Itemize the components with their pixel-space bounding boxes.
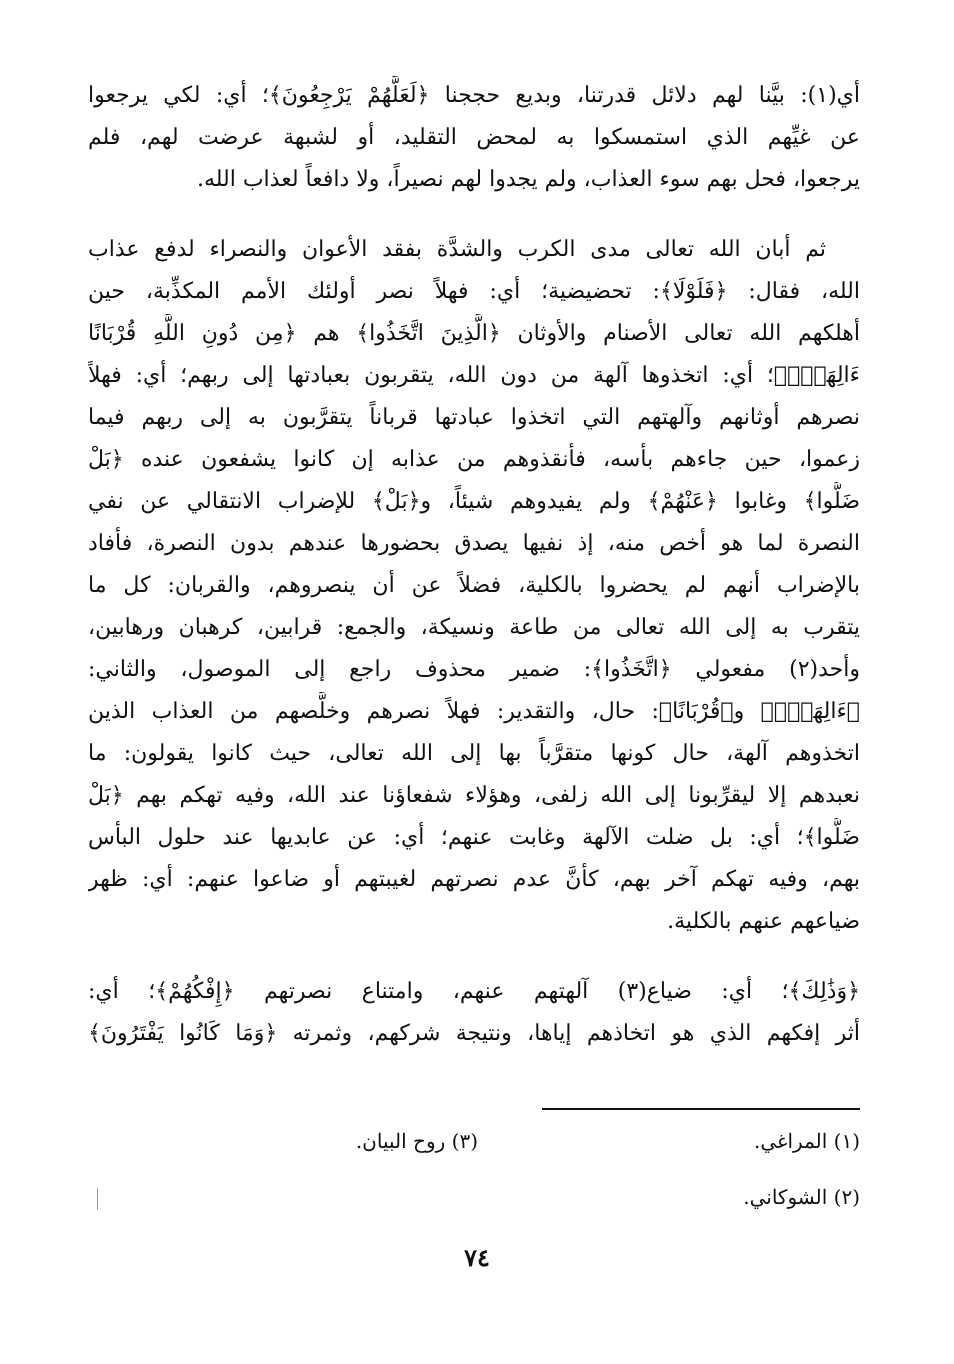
text-line: نعبدهم إلا ليقرِّبونا إلى الله زلفى، وهؤلاء شفعاؤنا عند الله، وفيه تهكم بهم ﴿بَلْ (88, 783, 860, 808)
text-line: يتقرب به إلى الله تعالى من طاعة ونسيكة، والجمع: قرابين، كرهبان ورهابين، (88, 615, 860, 640)
text-line: ءَالِهَةَۢ﴾؛ أي: اتخذوها آلهة من دون الله، يتقربون بعبادتها إلى ربهم؛ أي: فهلاً (88, 363, 860, 388)
text-line: يرجعوا، فحل بهم سوء العذاب، ولم يجدوا لهم نصيراً، ولا دافعاً لعذاب الله. (196, 167, 860, 192)
text-line: وأحد(٢) مفعولي ﴿اتَّخَذُوا﴾: ضمير محذوف راجع إلى الموصول، والثاني: (88, 657, 860, 682)
text-line: بهم، وفيه تهكم آخر بهم، كأنَّ عدم نصرتهم لغيبتهم أو ضاعوا عنهم: أي: ظهر (88, 867, 860, 892)
page-number: ٧٤ (464, 1243, 490, 1272)
text-line: النصرة لما هو أخص منه، إذ نفيها يصدق بحضورها عندهم بدون النصرة، فأفاد (88, 531, 860, 556)
text-line: أثر إفكهم الذي هو اتخاذهم إياها، ونتيجة شركهم، وثمرته ﴿وَمَا كَانُوا يَفْتَرُونَ﴾ (88, 1021, 860, 1046)
text-line: اتخذوهم آلهة، حال كونها متقرَّباً بها إلى الله تعالى، حيث كانوا يقولون: ما (88, 741, 860, 766)
text-line: أهلكهم الله تعالى الأصنام والأوثان ﴿الَّذِينَ اتَّخَذُوا﴾ هم ﴿مِن دُونِ اللَّهِ قُرْبَانًا (88, 321, 860, 346)
text-line: ضَلُّوا﴾ وغابوا ﴿عَنْهُمْ﴾ ولم يفيدوهم شيئاً، و﴿بَلْ﴾ للإضراب الانتقالي عن نفي (88, 489, 860, 514)
text-line: ثم أبان الله تعالى مدى الكرب والشدَّة بفقد الأعوان والنصراء لدفع عذاب (88, 237, 826, 262)
footnote-3: (٣) روح البيان. (355, 1129, 478, 1153)
text-line: ضياعهم عنهم بالكلية. (667, 909, 860, 934)
text-line: زعموا، حين جاءهم بأسه، فأنقذوهم من عذابه إن كانوا يشفعون عنده ﴿بَلْ (88, 447, 860, 472)
footnote-1: (١) المراغي. (753, 1129, 860, 1153)
text-line: الله، فقال: ﴿فَلَوْلَا﴾: تحضيضية؛ أي: فهلاً نصر أولئك الأمم المكذِّبة، حين (88, 279, 860, 304)
text-line: ﴿وَذَٰلِكَ﴾؛ أي: ضياع(٣) آلهتهم عنهم، وامتناع نصرتهم ﴿إِفْكُهُمْ﴾؛ أي: (88, 979, 860, 1004)
text-line: بالإضراب أنهم لم يحضروا بالكلية، فضلاً عن أن ينصروهم، والقربان: كل ما (88, 573, 860, 598)
text-line: نصرهم أوثانهم وآلهتهم التي اتخذوا عبادتها قرباناً يتقرَّبون به إلى ربهم فيما (88, 405, 860, 430)
text-line: ضَلُّوا﴾؛ أي: بل ضلت الآلهة وغابت عنهم؛ أي: عن عابديها عند حلول البأس (88, 825, 860, 850)
footnote-2: (٢) الشوكاني. (743, 1185, 860, 1209)
text-line: أي(١): بيَّنا لهم دلائل قدرتنا، وبديع حججنا ﴿لَعَلَّهُمْ يَرْجِعُونَ﴾؛ أي: لكي يرجعوا (88, 83, 860, 108)
text-line: عن غيِّهم الذي استمسكوا به لمحض التقليد، أو لشبهة عرضت لهم، فلم (88, 125, 860, 150)
footnote-separator (542, 1108, 860, 1110)
text-line: ﴿ءَالِهَةَۢ﴾ و﴿قُرْبَانًا﴾: حال، والتقدير: فهلاً نصرهم وخلَّصهم من العذاب الذين (88, 699, 860, 724)
margin-mark (97, 1188, 98, 1210)
